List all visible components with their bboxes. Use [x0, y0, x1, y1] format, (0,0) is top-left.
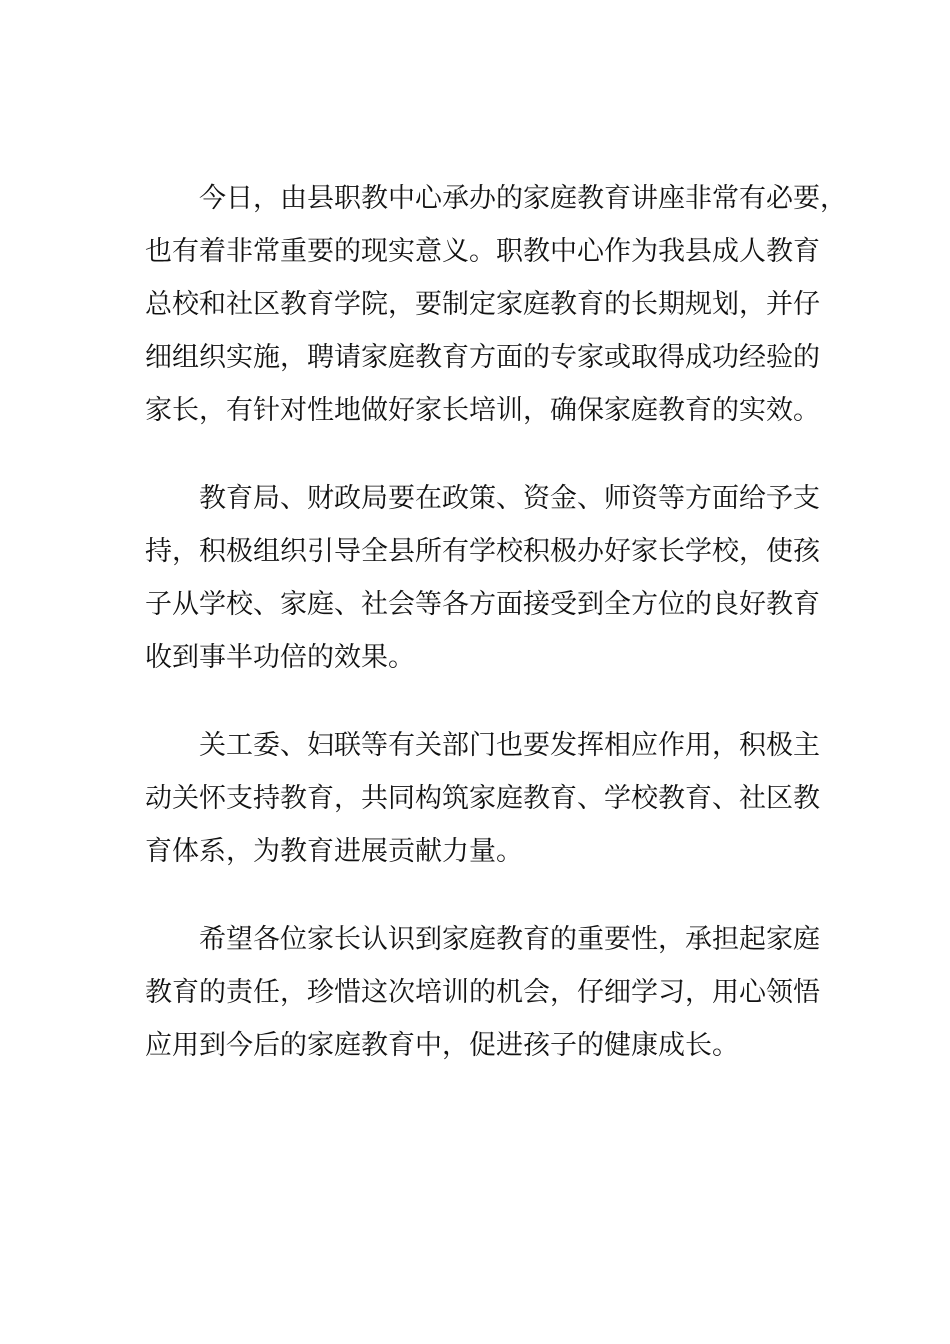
- paragraph-line: 教育局、财政局要在政策、资金、师资等方面给予支: [199, 483, 820, 514]
- paragraph-line: 关工委、妇联等有关部门也要发挥相应作用，积极主: [199, 730, 820, 761]
- paragraph-line: 今日，由县职教中心承办的家庭教育讲座非常有必要，: [199, 183, 847, 214]
- paragraph-line: 动关怀支持教育，共同构筑家庭教育、学校教育、社区教: [145, 783, 820, 814]
- paragraph-line: 细组织实施，聘请家庭教育方面的专家或取得成功经验的: [145, 342, 820, 373]
- paragraph-line: 也有着非常重要的现实意义。职教中心作为我县成人教育: [145, 236, 820, 267]
- paragraph-line: 育体系，为教育进展贡献力量。: [145, 836, 523, 867]
- paragraph-line: 持，积极组织引导全县所有学校积极办好家长学校，使孩: [145, 536, 820, 567]
- paragraph-line: 希望各位家长认识到家庭教育的重要性，承担起家庭: [199, 924, 820, 955]
- paragraph-line: 收到事半功倍的效果。: [145, 642, 415, 673]
- paragraph-2: [145, 472, 825, 684]
- paragraph-line: 应用到今后的家庭教育中，促进孩子的健康成长。: [145, 1030, 739, 1061]
- paragraph-line: 子从学校、家庭、社会等各方面接受到全方位的良好教育: [145, 589, 820, 620]
- paragraph-line: 家长，有针对性地做好家长培训，确保家庭教育的实效。: [145, 395, 820, 426]
- paragraph-3: [145, 719, 825, 878]
- paragraph-1: [145, 172, 847, 437]
- paragraph-line: 总校和社区教育学院，要制定家庭教育的长期规划，并仔: [145, 289, 820, 320]
- paragraph-4: [145, 913, 825, 1072]
- paragraph-line: 教育的责任，珍惜这次培训的机会，仔细学习，用心领悟: [145, 977, 820, 1008]
